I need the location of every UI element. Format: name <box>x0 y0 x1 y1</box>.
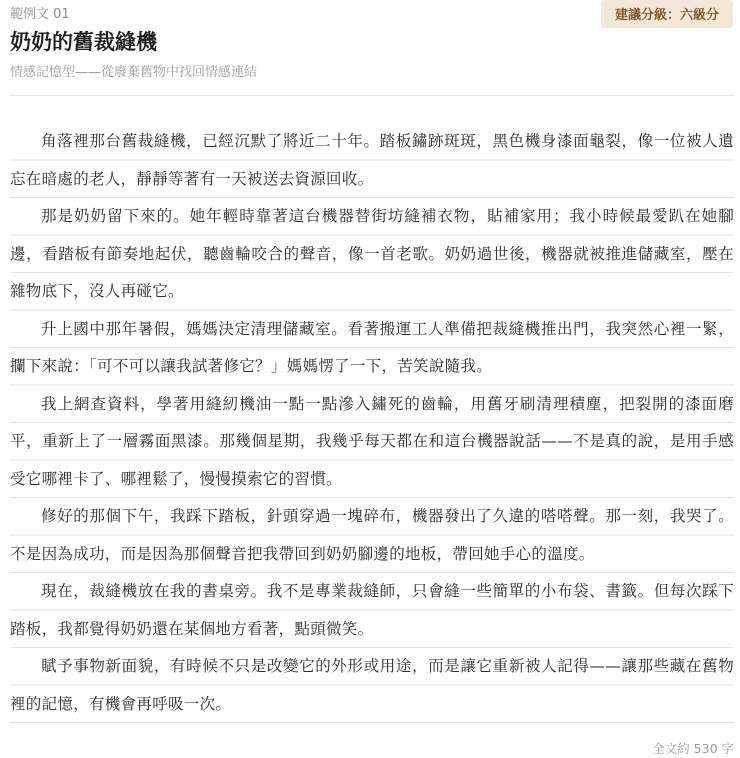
essay-paragraph-7: 賦予事物新面貌，有時候不只是改變它的外形或用途，而是讓它重新被人記得——讓那些藏在舊物裡的記憶，有機會再呼吸一次。 <box>10 657 734 713</box>
grade-badge: 建議分級：六級分 <box>601 0 733 28</box>
essay-body <box>10 123 734 723</box>
essay-paragraph-1: 角落裡那台舊裁縫機，已經沉默了將近二十年。踏板鏽跡斑斑，黑色機身漆面龜裂，像一位被人遺忘在暗處的老人，靜靜等著有一天被送去資源回收。 <box>10 132 734 188</box>
essay-paragraph-3: 升上國中那年暑假，媽媽決定清理儲藏室。看著搬運工人準備把裁縫機推出門，我突然心裡一緊，攔下來說：「可不可以讓我試著修它？」媽媽愣了一下，苦笑說隨我。 <box>10 319 734 375</box>
example-label: 範例文 01 <box>10 7 70 22</box>
essay-paragraph-2: 那是奶奶留下來的。她年輕時靠著這台機器替街坊縫補衣物，貼補家用；我小時候最愛趴在她腳邊，看踏板有節奏地起伏，聽齒輪咬合的聲音，像一首老歌。奶奶過世後，機器就被推進儲藏室，壓在雜物底下，沒人再碰它。 <box>10 207 734 300</box>
word-count: 全文約 530 字 <box>652 741 734 756</box>
essay-paragraph-4: 我上網查資料，學著用縫紉機油一點一點滲入鏽死的齒輪，用舊牙刷清理積塵，把裂開的漆面磨平，重新上了一層霧面黑漆。那幾個星期，我幾乎每天都在和這台機器說話——不是真的說，是用手感受它哪裡卡了、哪裡鬆了，慢慢摸索它的習慣。 <box>10 394 734 488</box>
essay-subtitle: 情感記憶型——從廢棄舊物中找回情感連結 <box>10 65 258 80</box>
essay-paragraph-5: 修好的那個下午，我踩下踏板，針頭穿過一塊碎布，機器發出了久違的嗒嗒聲。那一刻，我哭了。不是因為成功，而是因為那個聲音把我帶回到奶奶腳邊的地板，帶回她手心的溫度。 <box>10 507 734 563</box>
header-divider <box>10 95 734 96</box>
essay-title: 奶奶的舊裁縫機 <box>10 29 157 54</box>
essay-paragraph-6: 現在，裁縫機放在我的書桌旁。我不是專業裁縫師，只會縫一些簡單的小布袋、書籤。但每次踩下踏板，我都覺得奶奶還在某個地方看著，點頭微笑。 <box>10 582 734 638</box>
top-row <box>0 0 740 26</box>
